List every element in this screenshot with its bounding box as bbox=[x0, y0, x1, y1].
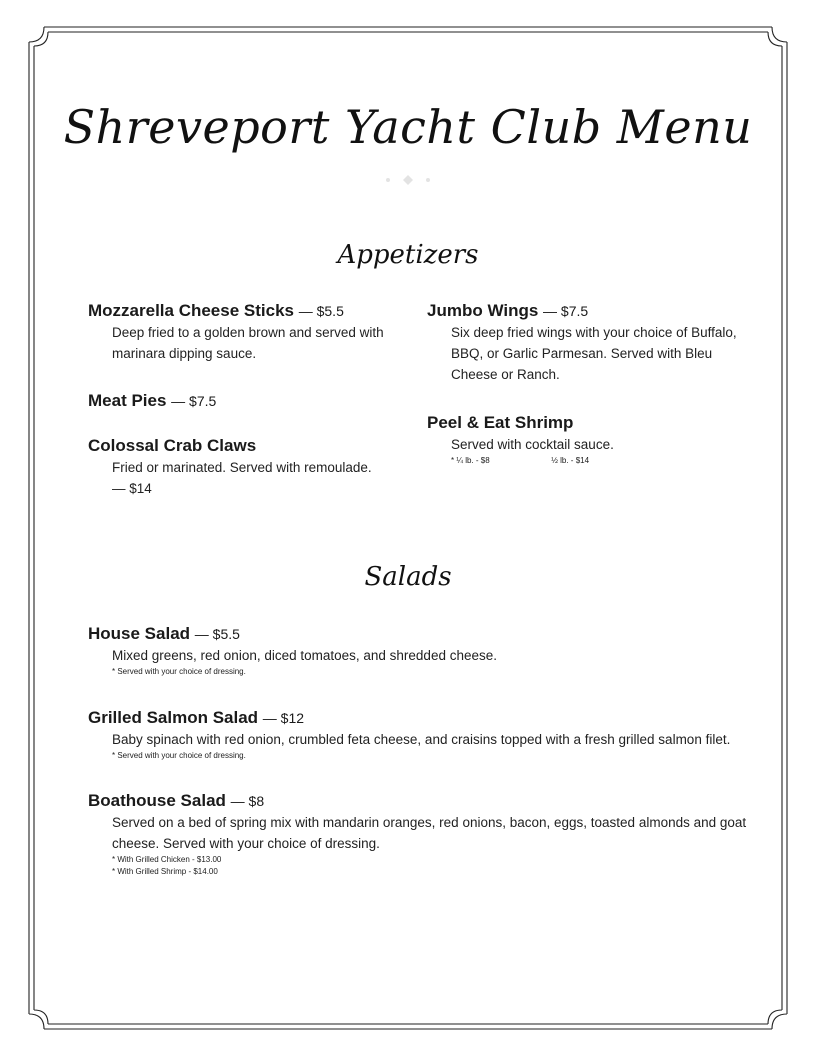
item-name: Grilled Salmon Salad bbox=[88, 708, 259, 727]
item-name: Boathouse Salad bbox=[88, 791, 226, 810]
item-price-options bbox=[451, 455, 614, 467]
item-description: Baby spinach with red onion, crumbled feta cheese, and craisins topped with a fresh grilled salmon filet. bbox=[112, 732, 731, 747]
menu-item-crab-claws bbox=[88, 435, 372, 499]
item-price: — $7.5 bbox=[543, 303, 589, 319]
item-note: * Served with your choice of dressing. bbox=[112, 751, 246, 760]
price-option: ½ lb. - $14 bbox=[551, 456, 590, 465]
item-name: House Salad bbox=[88, 624, 191, 643]
item-name: Colossal Crab Claws bbox=[88, 436, 257, 455]
item-description: cheese. Served with your choice of dressing. bbox=[112, 836, 380, 851]
item-description: Served on a bed of spring mix with mandarin oranges, red onions, bacon, eggs, toasted almonds and goat bbox=[112, 815, 747, 830]
price-option: * ¼ lb. - $8 bbox=[451, 456, 490, 465]
menu-item-meat-pies bbox=[88, 390, 216, 412]
menu-item-boathouse-salad bbox=[88, 790, 746, 878]
menu-item-peel-eat-shrimp bbox=[427, 412, 614, 467]
item-description: BBQ, or Garlic Parmesan. Served with Bleu bbox=[451, 346, 713, 361]
item-price: — $8 bbox=[230, 793, 265, 809]
menu-item-jumbo-wings bbox=[427, 300, 737, 385]
title-ornament bbox=[380, 174, 436, 186]
item-name: Peel & Eat Shrimp bbox=[427, 413, 574, 432]
menu-item-house-salad bbox=[88, 623, 497, 678]
menu-title: Shreveport Yacht Club Menu bbox=[63, 100, 753, 154]
appetizers-heading: Appetizers bbox=[337, 240, 479, 270]
item-price: — $5.5 bbox=[194, 626, 240, 642]
item-price: — $7.5 bbox=[171, 393, 217, 409]
item-price: — $14 bbox=[112, 481, 152, 496]
item-description: Served with cocktail sauce. bbox=[451, 437, 614, 452]
item-price: — $5.5 bbox=[298, 303, 344, 319]
item-name: Meat Pies bbox=[88, 391, 167, 410]
item-description: Deep fried to a golden brown and served with bbox=[112, 325, 384, 340]
item-note: * With Grilled Shrimp - $14.00 bbox=[112, 867, 218, 876]
item-description: Cheese or Ranch. bbox=[451, 367, 560, 382]
item-description: Six deep fried wings with your choice of Buffalo, bbox=[451, 325, 737, 340]
menu-item-grilled-salmon-salad bbox=[88, 707, 730, 762]
salads-heading: Salads bbox=[364, 562, 452, 592]
item-price: — $12 bbox=[262, 710, 305, 726]
item-note: * With Grilled Chicken - $13.00 bbox=[112, 855, 222, 864]
item-name: Mozzarella Cheese Sticks bbox=[88, 301, 294, 320]
item-description: marinara dipping sauce. bbox=[112, 346, 257, 361]
menu-item-mozzarella bbox=[88, 300, 384, 364]
item-description: Mixed greens, red onion, diced tomatoes, and shredded cheese. bbox=[112, 648, 497, 663]
item-name: Jumbo Wings bbox=[427, 301, 539, 320]
item-description: Fried or marinated. Served with remoulade. bbox=[112, 460, 372, 475]
item-note: * Served with your choice of dressing. bbox=[112, 667, 246, 676]
